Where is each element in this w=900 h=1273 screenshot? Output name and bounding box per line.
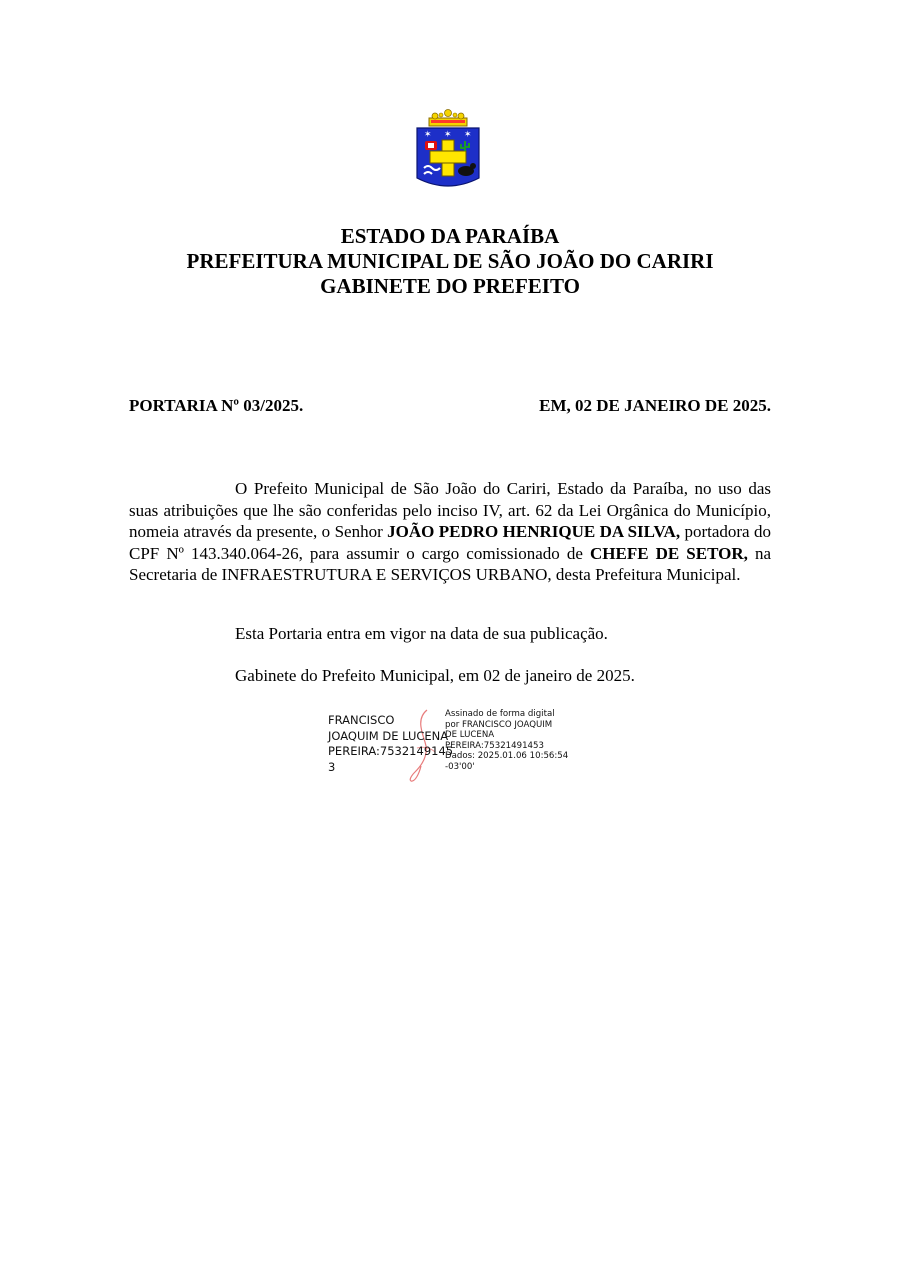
svg-text:✶: ✶ xyxy=(424,130,432,140)
shield-icon xyxy=(417,128,479,186)
portaria-body xyxy=(129,478,771,586)
closing-paragraph: Gabinete do Prefeito Municipal, em 02 de janeiro de 2025. xyxy=(235,666,635,685)
coat-of-arms-icon xyxy=(413,108,483,194)
portaria-number: PORTARIA Nº 03/2025. xyxy=(129,396,304,415)
header-office: GABINETE DO PREFEITO xyxy=(320,274,580,298)
digital-signature xyxy=(328,708,568,783)
vigor-paragraph: Esta Portaria entra em vigor na data de sua publicação. xyxy=(235,624,608,643)
mid-text: portadora do CPF Nº 143.340.064-26, para assumir o cargo comissionado de xyxy=(129,522,771,563)
header-state: ESTADO DA PARAÍBA xyxy=(340,224,560,248)
appointment-paragraph xyxy=(129,478,771,586)
crown-icon xyxy=(429,110,467,127)
nominee-name: JOÃO PEDRO HENRIQUE DA SILVA, xyxy=(387,522,681,542)
portaria-date: EM, 02 DE JANEIRO DE 2025. xyxy=(539,396,771,415)
intro-text: O Prefeito Municipal de São João do Cariri, Estado da Paraíba, no uso das suas atribuições que lhe são conferidas pelo inciso IV, art. 62 da Lei Orgânica do Município, nomeia através da presente, o Senhor xyxy=(129,479,771,542)
end-text: na Secretaria de INFRAESTRUTURA E SERVIÇOS URBANO, desta Prefeitura Municipal. xyxy=(129,543,772,585)
svg-text:✶: ✶ xyxy=(464,130,472,140)
signer-name: FRANCISCO JOAQUIM DE LUCENA PEREIRA:7532149145 3 xyxy=(328,713,454,774)
document-header xyxy=(0,224,900,299)
svg-text:✶: ✶ xyxy=(444,130,452,140)
role-title: CHEFE DE SETOR, xyxy=(589,543,748,563)
header-municipality: PREFEITURA MUNICIPAL DE SÃO JOÃO DO CARIRI xyxy=(186,249,714,273)
signature-details: Assinado de forma digital por FRANCISCO JOAQUIM DE LUCENA PEREIRA:75321491453 Dados: 2025.01.06 10:56:54 -03'00' xyxy=(445,709,569,772)
